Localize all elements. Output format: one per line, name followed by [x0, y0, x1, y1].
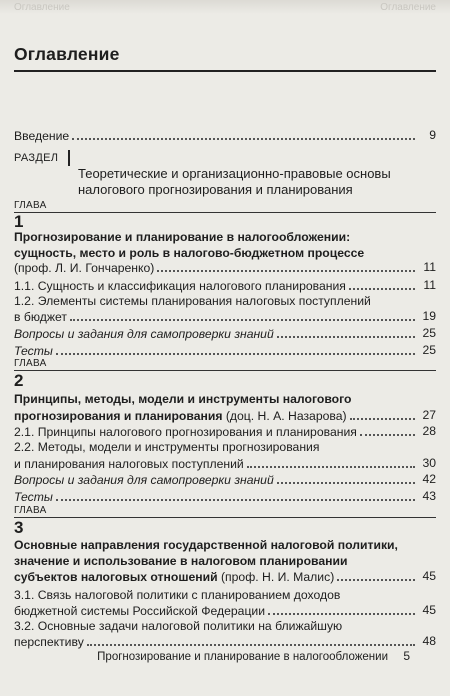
toc-entry-label: и планирования налоговых поступлений	[14, 457, 247, 471]
toc-entry-label: бюджетной системы Российской Федерации	[14, 604, 268, 618]
toc-entry[interactable]	[14, 456, 415, 471]
section-number	[68, 150, 70, 166]
toc-page-number: 45	[422, 603, 436, 617]
chapter-rule	[14, 212, 436, 213]
toc-entry-line1[interactable]: 2.2. Методы, модели и инструменты прогнозирования	[14, 440, 320, 454]
chapter-title-author-line[interactable]	[14, 569, 415, 584]
dot-leader	[350, 418, 415, 420]
dot-leader	[87, 644, 415, 646]
chapter-label: ГЛАВА	[14, 358, 47, 369]
toc-entry-questions[interactable]	[14, 326, 415, 341]
dot-leader	[56, 499, 415, 501]
toc-entry[interactable]	[14, 634, 415, 649]
chapter-author: (проф. Н. И. Малис)	[221, 570, 335, 584]
dot-leader	[56, 353, 415, 355]
chapter-title-line: сущность, место и роль в налогово-бюджетном процессе	[14, 245, 365, 260]
dot-leader	[247, 466, 415, 468]
chapter-title-line: прогнозирования и планирования	[14, 409, 223, 423]
toc-entry[interactable]	[14, 424, 415, 439]
toc-entry-tests[interactable]	[14, 489, 415, 504]
dot-leader	[72, 138, 415, 140]
toc-page-number: 28	[422, 424, 436, 438]
chapter-title-author	[14, 570, 337, 584]
chapter-rule	[14, 370, 436, 371]
toc-entry-label: в бюджет	[14, 310, 70, 324]
dot-leader	[337, 579, 415, 581]
dot-leader	[360, 434, 415, 436]
chapter-title-line: значение и использование в налоговом планировании	[14, 553, 348, 568]
toc-entry-label: Тесты	[14, 344, 56, 358]
chapter-title-line: субъектов налоговых отношений	[14, 570, 218, 584]
chapter-rule	[14, 517, 436, 518]
chapter-label: ГЛАВА	[14, 200, 47, 211]
toc-entry-label: Вопросы и задания для самопроверки знаний	[14, 473, 277, 487]
toc-entry-questions[interactable]	[14, 472, 415, 487]
chapter-label: ГЛАВА	[14, 505, 47, 516]
dot-leader	[349, 288, 415, 290]
toc-entry-label: Вопросы и задания для самопроверки знаний	[14, 327, 277, 341]
toc-entry[interactable]	[14, 309, 415, 324]
toc-entry[interactable]	[14, 278, 415, 293]
toc-entry-label: перспективу	[14, 635, 87, 649]
toc-page-number: 25	[422, 326, 436, 340]
chapter-title-line: Прогнозирование и планирование в налогообложении:	[14, 230, 351, 244]
toc-page-number: 25	[422, 343, 436, 357]
section-title: Теоретические и организационно-правовые основы налогового прогнозирования и планирования	[78, 166, 391, 197]
chapter-title[interactable]	[14, 230, 416, 261]
chapter-author: (проф. Л. И. Гончаренко)	[14, 261, 157, 275]
toc-entry-label: 2.1. Принципы налогового прогнозирования и планирования	[14, 425, 360, 439]
dot-leader	[277, 336, 415, 338]
toc-entry-line1[interactable]: 3.1. Связь налоговой политики с планированием доходов	[14, 588, 341, 602]
chapter-author: (доц. Н. А. Назарова)	[225, 409, 347, 423]
toc-entry-line1[interactable]: 1.2. Элементы системы планирования налоговых поступлений	[14, 294, 371, 308]
toc-page-number: 9	[429, 128, 436, 142]
toc-entry-line1[interactable]: 3.2. Основные задачи налоговой политики на ближайшую	[14, 619, 343, 633]
chapter-author-line	[14, 260, 415, 275]
toc-entry-intro[interactable]	[14, 128, 415, 143]
toc-page-number: 11	[423, 278, 436, 292]
chapter-number: 2	[14, 371, 24, 390]
chapter-title-line: Основные направления государственной налоговой политики,	[14, 538, 398, 552]
toc-page-number: 43	[422, 489, 436, 503]
toc-page-number: 27	[422, 408, 436, 422]
running-footer: Прогнозирование и планирование в налогообложении	[97, 651, 388, 663]
toc-entry[interactable]	[14, 603, 415, 618]
chapter-title[interactable]	[14, 392, 416, 408]
chapter-number: 1	[14, 212, 24, 231]
bleed-through-header-right: Оглавление	[380, 2, 436, 13]
toc-entry-label: 1.1. Сущность и классификация налогового планирования	[14, 279, 349, 293]
dot-leader	[70, 319, 415, 321]
dot-leader	[277, 482, 415, 484]
chapter-title-line: Принципы, методы, модели и инструменты налогового	[14, 392, 352, 406]
toc-entry-label: Введение	[14, 129, 72, 143]
page-title: Оглавление	[14, 44, 120, 64]
chapter-title-author-line[interactable]	[14, 408, 415, 423]
toc-page-number: 48	[422, 634, 436, 648]
bleed-through-header-left: Оглавление	[14, 2, 70, 13]
toc-page-number: 45	[422, 569, 436, 583]
toc-page-number: 11	[423, 260, 436, 274]
toc-entry-tests[interactable]	[14, 343, 415, 358]
section-label: РАЗДЕЛ	[14, 152, 59, 164]
toc-page-number: 30	[422, 456, 436, 470]
chapter-title-author	[14, 409, 350, 423]
page-number: 5	[403, 649, 410, 663]
toc-page-number: 19	[422, 309, 436, 323]
toc-entry-label: Тесты	[14, 490, 56, 504]
dot-leader	[157, 270, 415, 272]
title-rule	[14, 70, 436, 72]
dot-leader	[268, 613, 415, 615]
toc-page-number: 42	[422, 472, 436, 486]
chapter-number: 3	[14, 518, 24, 537]
chapter-title[interactable]	[14, 538, 416, 569]
